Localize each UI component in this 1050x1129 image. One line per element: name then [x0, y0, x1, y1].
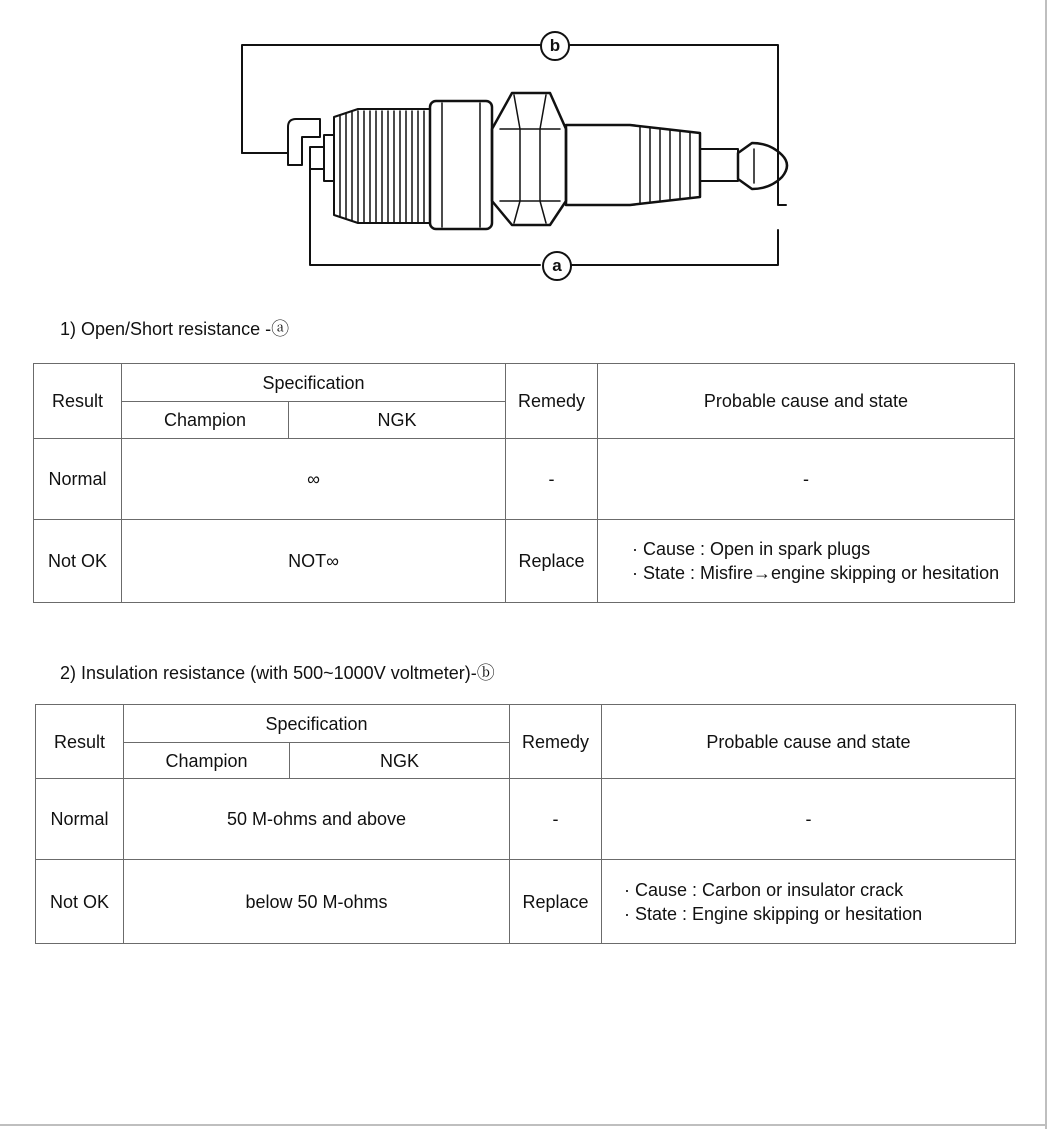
row-cause: - [598, 439, 1015, 520]
row-spec: 50 M-ohms and above [124, 779, 510, 860]
terminal [700, 149, 738, 181]
header-ngk: NGK [289, 402, 506, 439]
label-a-circle [542, 251, 572, 281]
header-remedy: Remedy [510, 705, 602, 779]
ground-electrode [288, 119, 320, 165]
table-header-row [36, 705, 1016, 743]
row-remedy: Replace [510, 860, 602, 944]
insulation-resistance-table [35, 704, 1016, 944]
center-electrode [310, 147, 324, 169]
row-cause: - [602, 779, 1016, 860]
label-b-text: b [549, 36, 561, 55]
row-remedy: - [506, 439, 598, 520]
label-b-circle [540, 31, 570, 61]
hex-nut [492, 93, 566, 225]
header-specification: Specification [124, 705, 510, 743]
table-row [36, 779, 1016, 860]
header-champion: Champion [124, 743, 290, 779]
section2-title: 2) Insulation resistance (with 500~1000V voltmeter)-ⓑ [60, 663, 495, 683]
table-header-row [34, 364, 1015, 402]
table-row [34, 439, 1015, 520]
row-result: Not OK [34, 520, 122, 603]
header-remedy: Remedy [506, 364, 598, 439]
state-line: · State : Misfire→engine skipping or hesitation [632, 563, 1000, 583]
row-result: Normal [34, 439, 122, 520]
thread-lines [340, 111, 424, 223]
state-line: · State : Engine skipping or hesitation [624, 903, 923, 924]
page-border-bottom [0, 1124, 1047, 1126]
label-a-text: a [552, 256, 562, 275]
header-probable-cause: Probable cause and state [598, 364, 1015, 439]
shell-washer [430, 101, 492, 229]
row-result: Normal [36, 779, 124, 860]
row-remedy: - [510, 779, 602, 860]
row-result: Not OK [36, 860, 124, 944]
header-champion: Champion [122, 402, 289, 439]
insulator-ribs [640, 127, 690, 203]
header-result: Result [36, 705, 124, 779]
header-specification: Specification [122, 364, 506, 402]
cause-line: · Cause : Open in spark plugs [632, 539, 871, 559]
header-result: Result [34, 364, 122, 439]
table-row [34, 520, 1015, 603]
row-remedy: Replace [506, 520, 598, 603]
cause-line: · Cause : Carbon or insulator crack [624, 879, 904, 900]
row-spec: below 50 M-ohms [124, 860, 510, 944]
section1-title: 1) Open/Short resistance -ⓐ [60, 319, 290, 339]
row-cause [602, 860, 1016, 944]
header-ngk: NGK [290, 743, 510, 779]
header-probable-cause: Probable cause and state [602, 705, 1016, 779]
row-spec: NOT∞ [122, 520, 506, 603]
page-border-right [1045, 0, 1047, 1129]
row-cause [598, 520, 1015, 603]
table-row [36, 860, 1016, 944]
spark-plug-diagram [230, 25, 800, 287]
circuit-a-wire [310, 153, 778, 265]
open-short-resistance-table [33, 363, 1015, 603]
row-spec: ∞ [122, 439, 506, 520]
